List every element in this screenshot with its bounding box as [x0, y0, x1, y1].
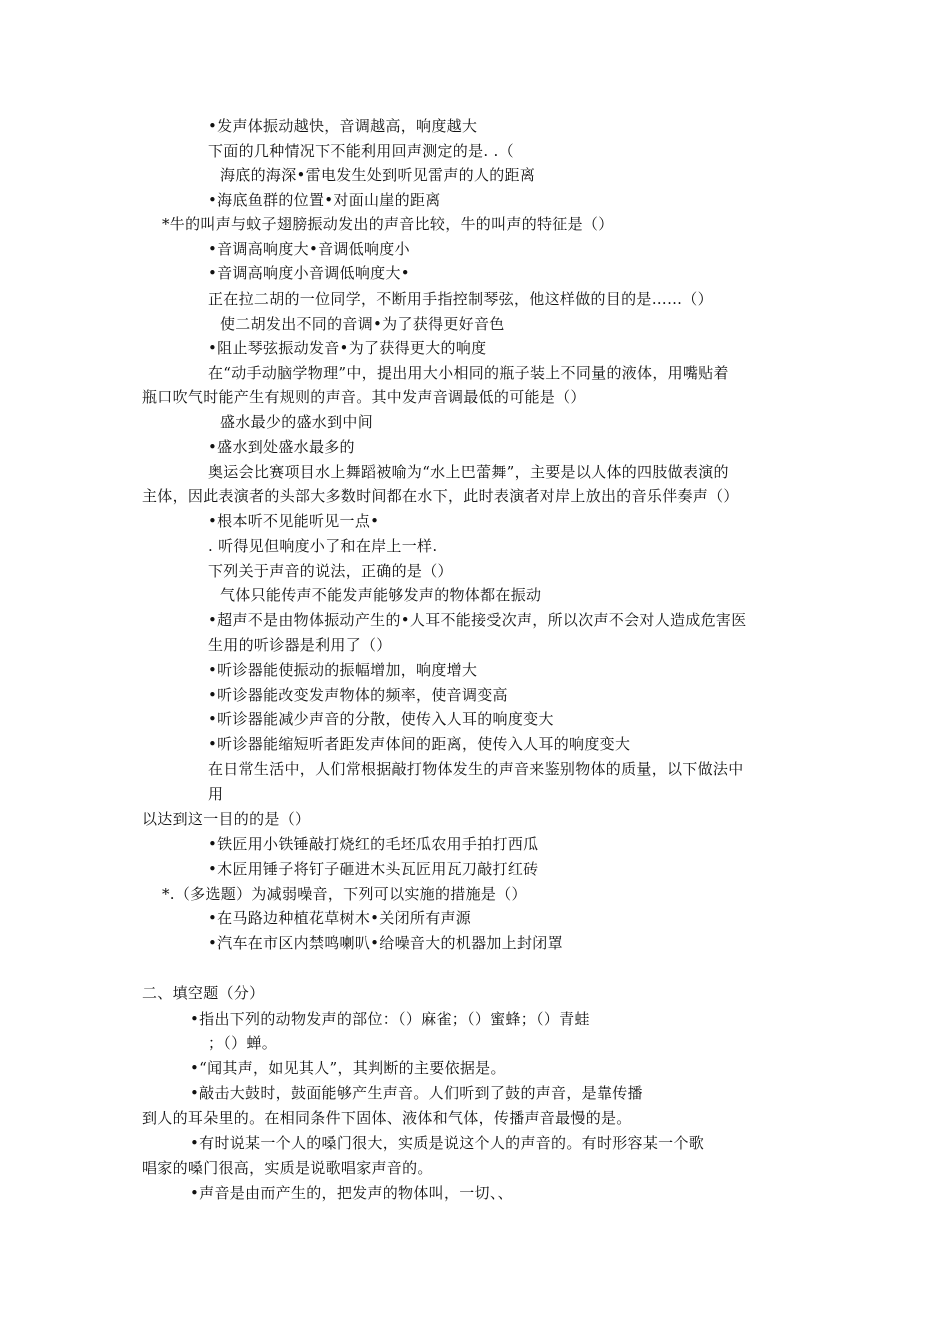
question-line: *牛的叫声与蚊子翅膀振动发出的声音比较，牛的叫声的特征是（） [162, 215, 614, 233]
question-line: 生用的听诊器是利用了（） [208, 636, 392, 654]
option-line: •听诊器能缩短听者距发声体间的距离，使传入人耳的响度变大 [208, 735, 631, 753]
fill-question-line: 唱家的嗓门很高，实质是说歌唱家声音的。 [142, 1159, 433, 1177]
option-line: •听诊器能减少声音的分散，使传入人耳的响度变大 [208, 710, 554, 728]
section-heading: 二、填空题（分） [142, 984, 265, 1002]
fill-question-line: •敲击大鼓时，鼓面能够产生声音。人们听到了鼓的声音，是靠传播 [190, 1084, 643, 1102]
option-line: •汽车在市区内禁鸣喇叭•给噪音大的机器加上封闭罩 [208, 934, 563, 952]
question-line: 下面的几种情况下不能利用回声测定的是. .（ [208, 142, 514, 160]
fill-question-line: •指出下列的动物发声的部位：（）麻雀；（）蜜蜂；（）青蛙 [190, 1010, 590, 1028]
question-line: 下列关于声音的说法，正确的是（） [208, 562, 453, 580]
option-line: •木匠用锤子将钉子砸进木头瓦匠用瓦刀敲打红砖 [208, 860, 539, 878]
option-line: •盛水到处盛水最多的 [208, 438, 355, 456]
option-line: •在马路边种植花草树木•关闭所有声源 [208, 909, 472, 927]
fill-question-line: •有时说某一个人的嗓门很大，实质是说这个人的声音的。有时形容某一个歌 [190, 1134, 705, 1152]
option-line: •音调高响度大•音调低响度小 [208, 240, 410, 258]
option-line: •超声不是由物体振动产生的•人耳不能接受次声，所以次声不会对人造成危害医 [208, 611, 747, 629]
fill-question-line: 到人的耳朵里的。在相同条件下固体、液体和气体，传播声音最慢的是。 [142, 1109, 632, 1127]
option-line: 盛水最少的盛水到中间 [220, 413, 374, 431]
text-line: •发声体振动越快，音调越高，响度越大 [208, 117, 478, 135]
question-line: 在日常生活中，人们常根据敲打物体发生的声音来鉴别物体的质量，以下做法中 [208, 760, 744, 778]
fill-question-line: •声音是由而产生的，把发声的物体叫，一切、、 [190, 1184, 513, 1202]
option-line: . 听得见但响度小了和在岸上一样. [208, 537, 438, 555]
question-line: 用 [208, 785, 224, 803]
option-line: •根本听不见能听见一点• [208, 512, 380, 530]
option-line: •铁匠用小铁锤敲打烧红的毛坯瓜农用手拍打西瓜 [208, 835, 539, 853]
option-line: 使二胡发出不同的音调•为了获得更好音色 [220, 315, 505, 333]
question-line: 主体，因此表演者的头部大多数时间都在水下，此时表演者对岸上放出的音乐伴奏声（） [142, 487, 739, 505]
question-line: 在“动手动脑学物理”中，提出用大小相同的瓶子装上不同量的液体，用嘴贴着 [208, 364, 729, 382]
question-line: 瓶口吹气时能产生有规则的声音。其中发声音调最低的可能是（） [142, 388, 586, 406]
option-line: •听诊器能改变发声物体的频率，使音调变高 [208, 686, 508, 704]
option-line: •阻止琴弦振动发音•为了获得更大的响度 [208, 339, 487, 357]
question-line: 正在拉二胡的一位同学，不断用手指控制琴弦，他这样做的目的是……（） [208, 290, 713, 308]
option-line: •听诊器能使振动的振幅增加，响度增大 [208, 661, 478, 679]
option-line: 气体只能传声不能发声能够发声的物体都在振动 [220, 586, 542, 604]
option-line: •音调高响度小音调低响度大• [208, 264, 410, 282]
question-line: 奥运会比赛项目水上舞蹈被喻为“水上巴蕾舞”，主要是以人体的四肢做表演的 [208, 463, 729, 481]
fill-question-line: •“闻其声，如见其人”，其判断的主要依据是。 [190, 1059, 506, 1077]
question-line: 以达到这一目的的是（） [142, 810, 311, 828]
option-line: •海底鱼群的位置•对面山崖的距离 [208, 191, 441, 209]
question-line: *.（多选题）为减弱噪音，下列可以实施的措施是（） [162, 885, 527, 903]
fill-question-line: ；（）蝉。 [208, 1034, 278, 1052]
option-line: 海底的海深•雷电发生处到听见雷声的人的距离 [220, 166, 536, 184]
